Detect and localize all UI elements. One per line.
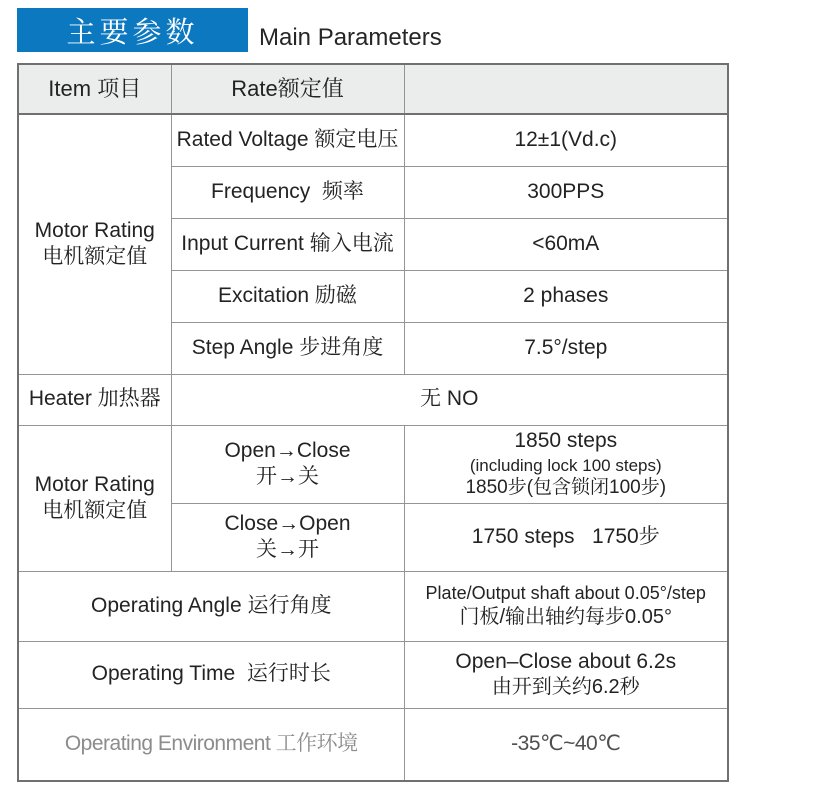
header-cell-item: Item 项目 xyxy=(18,64,171,114)
param-cell-close-open xyxy=(171,503,404,571)
table-row-operating-angle xyxy=(18,571,728,641)
group-label-zh: 电机额定值 xyxy=(42,245,148,269)
table-row-open-close xyxy=(18,425,728,503)
value-line-1: 1850 steps xyxy=(514,429,618,453)
header-cell-value xyxy=(404,64,728,114)
param-cell-heater: Heater 加热器 xyxy=(18,374,171,425)
value-cell-operating-angle xyxy=(404,571,728,641)
table-row-rated-voltage xyxy=(18,114,728,166)
group-label-zh: 电机额定值 xyxy=(42,499,148,522)
value-line-1: Plate/Output shaft about 0.05°/step xyxy=(425,583,706,604)
group-label-en: Motor Rating xyxy=(34,219,155,242)
value-cell-operating-environment: -35℃~40℃ xyxy=(404,708,728,781)
main-parameters-table xyxy=(17,63,729,782)
group-cell-motor-rating-2 xyxy=(18,425,171,571)
page-title: Main Parameters xyxy=(259,24,442,51)
param-cell: Excitation 励磁 xyxy=(171,270,404,322)
value-line-1: Open–Close about 6.2s xyxy=(455,649,677,673)
param-close-open-en: Close→Open xyxy=(224,511,351,535)
table-header-row xyxy=(18,64,728,114)
header-cell-rate: Rate额定值 xyxy=(171,64,404,114)
value-cell: <60mA xyxy=(404,218,728,270)
param-cell-operating-environment: Operating Environment 工作环境 xyxy=(18,708,404,781)
table-row-operating-time xyxy=(18,641,728,708)
value-cell-operating-time xyxy=(404,641,728,708)
param-open-close-en: Open→Close xyxy=(224,438,351,462)
value-cell: 2 phases xyxy=(404,270,728,322)
value-cell-close-open: 1750 steps 1750步 xyxy=(404,503,728,571)
value-cell: 12±1(Vd.c) xyxy=(404,114,728,166)
value-cell: 7.5°/step xyxy=(404,322,728,374)
section-badge-label: 主要参数 xyxy=(66,16,199,49)
value-line-3: 1850步(包含锁闭100步) xyxy=(465,476,667,498)
param-cell: Rated Voltage 额定电压 xyxy=(171,114,404,166)
param-cell-operating-angle: Operating Angle 运行角度 xyxy=(18,571,404,641)
param-cell: Input Current 输入电流 xyxy=(171,218,404,270)
param-cell: Step Angle 步进角度 xyxy=(171,322,404,374)
param-cell-operating-time: Operating Time 运行时长 xyxy=(18,641,404,708)
value-line-2: 由开到关约6.2秒 xyxy=(491,676,640,699)
param-cell-open-close xyxy=(171,425,404,503)
value-cell-open-close xyxy=(404,425,728,503)
param-close-open-zh: 关→开 xyxy=(256,538,319,561)
group-label-en: Motor Rating xyxy=(34,472,155,496)
group-cell-motor-rating-1 xyxy=(18,114,171,374)
value-cell-heater: 无 NO xyxy=(171,374,728,425)
param-cell: Frequency 频率 xyxy=(171,166,404,218)
table-row-operating-environment xyxy=(18,708,728,781)
value-line-2: (including lock 100 steps) xyxy=(469,455,662,475)
section-badge xyxy=(17,8,248,52)
value-cell: 300PPS xyxy=(404,166,728,218)
param-open-close-zh: 开→关 xyxy=(256,465,319,488)
value-line-2: 门板/输出轴约每步0.05° xyxy=(459,605,672,628)
page-header xyxy=(17,8,442,52)
table-row-heater xyxy=(18,374,728,425)
